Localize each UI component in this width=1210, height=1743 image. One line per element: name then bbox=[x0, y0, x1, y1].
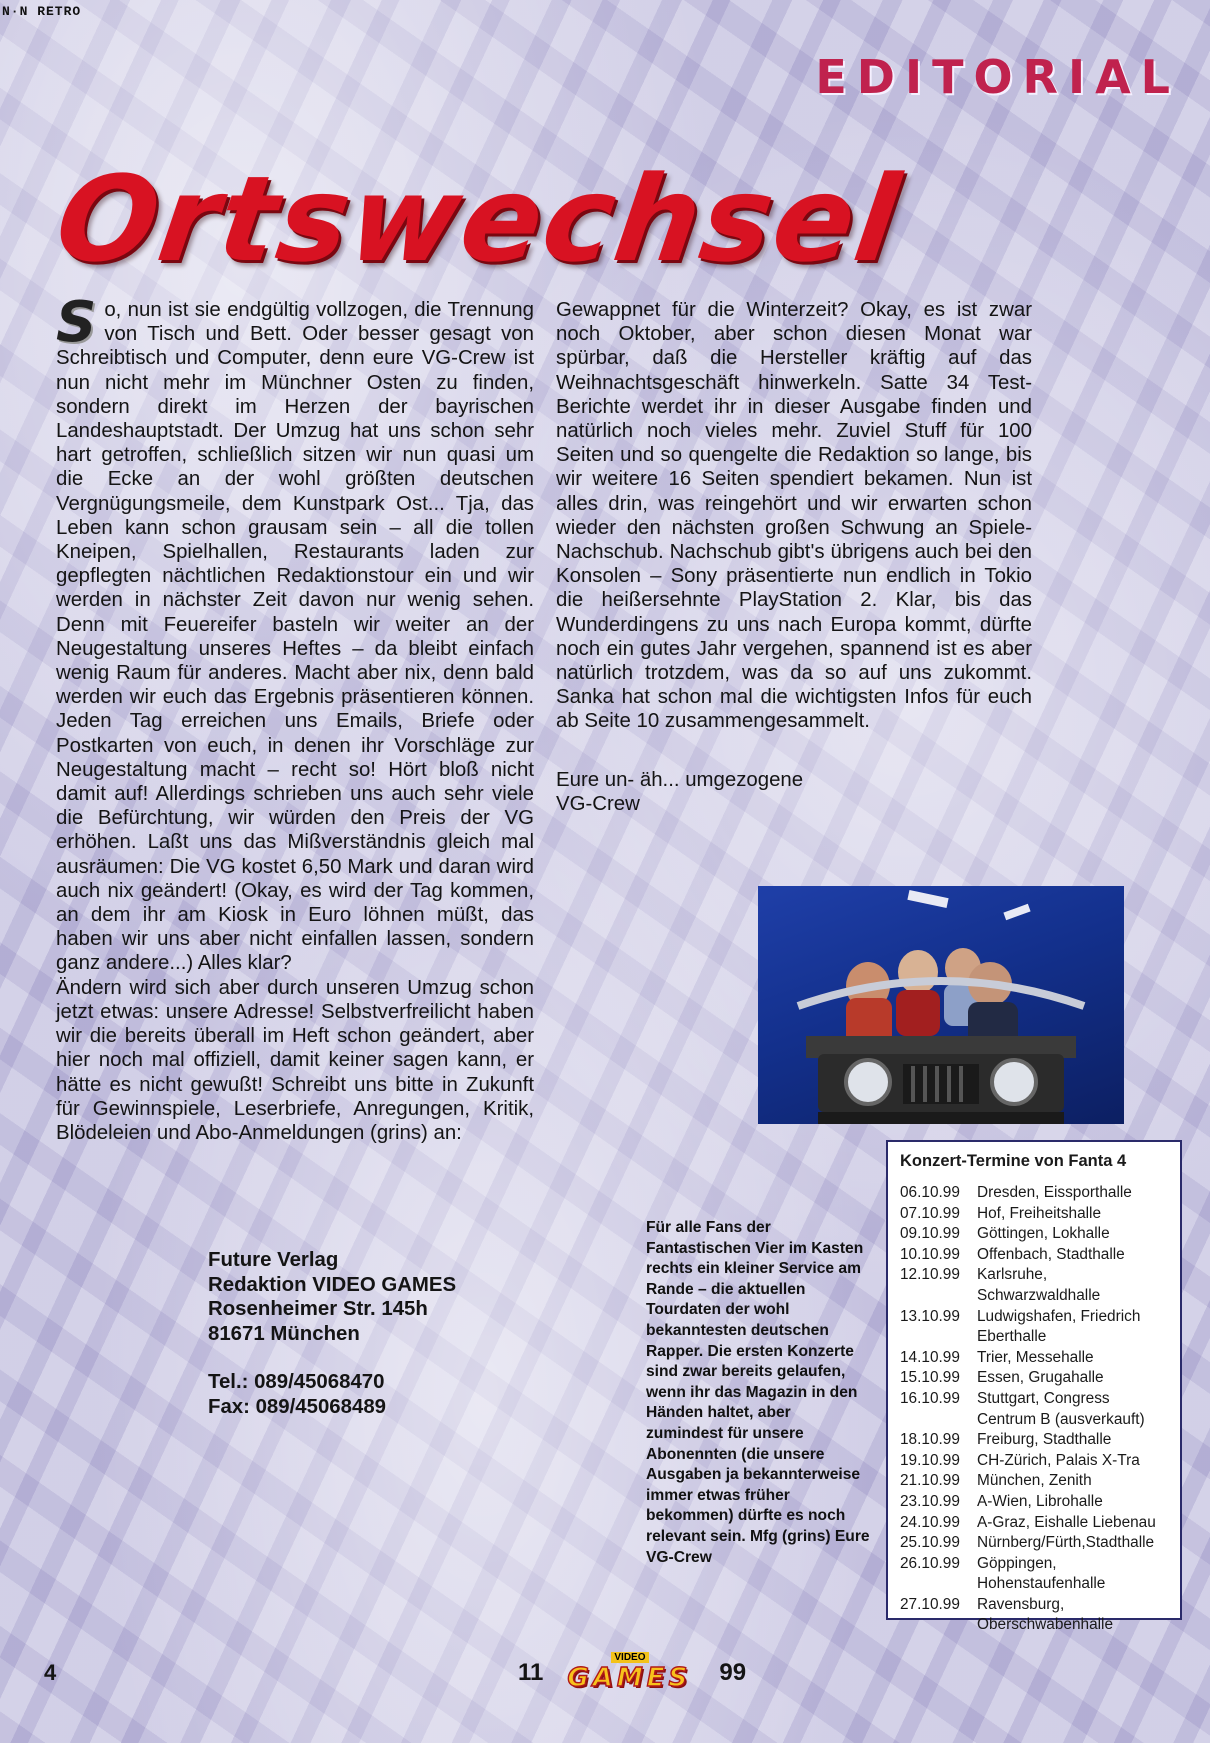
tour-venue: Nürnberg/Fürth,Stadthalle bbox=[977, 1534, 1155, 1552]
address-line: 81671 München bbox=[208, 1322, 360, 1345]
table-row bbox=[900, 1471, 1168, 1492]
logo-games-label: GAMES bbox=[567, 1663, 692, 1693]
photo-caption: Für alle Fans der Fantastischen Vier im Kasten rechts ein kleiner Service am Rande – die aktuellen Tourdaten der wohl bekanntesten deutschen Rapper. Die ersten Konzerte sind zwar bereits gelaufen, wenn ihr das Magazin in den Händen haltet, aber zumindest für unsere Abonennten (die unsere Ausgaben ja bekannterweise immer etwas früher bekommen) dürfte es noch relevant sein. Mfg (grins) Eure VG-Crew bbox=[646, 1219, 870, 1566]
tour-date: 10.10.99 bbox=[900, 1245, 960, 1263]
table-row bbox=[900, 1204, 1168, 1225]
table-row bbox=[900, 1430, 1168, 1451]
tour-date: 09.10.99 bbox=[900, 1225, 960, 1243]
editorial-column-1 bbox=[56, 290, 534, 1145]
tour-date: 24.10.99 bbox=[900, 1513, 960, 1531]
fax-number: Fax: 089/45068489 bbox=[208, 1395, 386, 1418]
table-row bbox=[900, 1554, 1168, 1595]
address-line: Rosenheimer Str. 145h bbox=[208, 1298, 428, 1320]
table-row bbox=[900, 1492, 1168, 1513]
tour-date: 14.10.99 bbox=[900, 1348, 960, 1366]
tour-dates-table bbox=[900, 1183, 1168, 1636]
table-row bbox=[900, 1513, 1168, 1534]
tour-date: 18.10.99 bbox=[900, 1431, 960, 1449]
tour-date: 16.10.99 bbox=[900, 1389, 960, 1407]
tour-date: 07.10.99 bbox=[900, 1204, 960, 1222]
signature-line: Eure un- äh... umgezogene bbox=[556, 769, 804, 791]
page-number: 4 bbox=[44, 1660, 57, 1685]
headline: Ortswechsel bbox=[48, 150, 909, 288]
tour-date: 19.10.99 bbox=[900, 1451, 960, 1469]
paragraph: Ändern wird sich aber durch unseren Umzug schon jetzt etwas: unsere Adresse! Selbstverfreilicht haben wir die bereits überall im Heft schon geändert, aber hier noch mal offiziell, damit keiner sagen kann, er hätte es nicht gewußt! Schreibt uns bitte in Zukunft für Gewinnspiele, Leserbriefe, Anregungen, Kritik, Blödeleien und Abo-Anmeldungen (grins) an: bbox=[56, 976, 534, 1144]
table-row bbox=[900, 1224, 1168, 1245]
editorial-column-2 bbox=[556, 298, 1032, 734]
tour-venue: Dresden, Eissporthalle bbox=[977, 1184, 1132, 1201]
tour-venue: Trier, Messehalle bbox=[977, 1348, 1094, 1366]
tour-date: 12.10.99 bbox=[900, 1266, 960, 1284]
tour-box-title: Konzert-Termine von Fanta 4 bbox=[900, 1152, 1127, 1170]
video-games-logo bbox=[551, 1654, 711, 1692]
issue-year: 99 bbox=[719, 1659, 747, 1686]
tour-venue: CH-Zürich, Palais X-Tra bbox=[977, 1451, 1140, 1469]
signature bbox=[556, 768, 803, 816]
table-row bbox=[900, 1389, 1168, 1430]
tour-venue: A-Graz, Eishalle Liebenau bbox=[977, 1513, 1156, 1531]
tour-venue: Karlsruhe, Schwarzwaldhalle bbox=[977, 1266, 1101, 1304]
tour-venue: Freiburg, Stadthalle bbox=[977, 1431, 1112, 1449]
tour-date: 13.10.99 bbox=[900, 1307, 960, 1325]
phone-number: Tel.: 089/45068470 bbox=[208, 1371, 385, 1393]
crew-jeep-photo bbox=[758, 886, 1124, 1124]
tour-venue: Stuttgart, Congress Centrum B (ausverkauft) bbox=[977, 1389, 1145, 1428]
footer-issue bbox=[518, 1654, 746, 1692]
table-row bbox=[900, 1451, 1168, 1472]
tour-venue: Offenbach, Stadthalle bbox=[977, 1245, 1125, 1263]
tour-venue: Ravensburg, Oberschwabenhalle bbox=[977, 1595, 1114, 1634]
tour-venue: A-Wien, Librohalle bbox=[977, 1492, 1103, 1510]
tour-venue: Ludwigshafen, Friedrich Eberthalle bbox=[977, 1307, 1141, 1346]
address-line: Future Verlag bbox=[208, 1249, 339, 1271]
tour-date: 23.10.99 bbox=[900, 1492, 960, 1510]
paragraph: o, nun ist sie endgültig vollzogen, die Trennung von Tisch und Bett. Oder besser gesagt von Schreibtisch und Computer, denn eure VG-Crew ist nun nicht mehr im Münchner Osten zu finden, sondern direkt im Herzen der bayrischen Landeshauptstadt. Der Umzug hat uns schon sehr hart getroffen, schließlich sitzen wir nun quasi um die Ecke an der wohl größten deutschen Vergnügungsmeile, dem Kunstpark Ost... Tja, das Leben kann schon grausam sein – all die tollen Kneipen, Spielhallen, Restaurants laden zur gepflegten nächtlichen Redaktionstour ein und wir werden in nächster Zeit davon nur wenig sehen. Denn mit Feuereifer basteln wir weiter an der Neugestaltung unseres Heftes – da bleibt einfach wenig Raum für anderes. Macht aber nix, denn bald werden wir euch das Ergebnis präsentieren können. Jeden Tag erreichen uns Emails, Briefe oder Postkarten von euch, in denen ihr Vorschläge zur Neugestaltung macht – recht so! Hört bloß nicht damit auf! Allerdings schrieben uns auch sehr viele die Befürchtung, wir würden den Preis der VG erhöhen. Laßt uns das Mißverständnis gleich mal ausräumen: Die VG kostet 6,50 Mark und daran wird auch nix geändert! (Okay, es wird der Tag kommen, an dem ihr am Kiosk in Euro löhnen müßt, das haben wir uns aber nicht einfallen lassen, sondern ganz andere...) Alles klar? bbox=[56, 299, 534, 975]
logo-video-label: VIDEO bbox=[611, 1652, 648, 1663]
tour-venue: Hof, Freiheitshalle bbox=[977, 1204, 1102, 1222]
table-row bbox=[900, 1245, 1168, 1266]
table-row bbox=[900, 1348, 1168, 1369]
tour-venue: Göppingen, Hohenstaufenhalle bbox=[977, 1554, 1106, 1593]
table-row bbox=[900, 1595, 1168, 1636]
jeep-illustration bbox=[758, 886, 1124, 1124]
address-block bbox=[208, 1248, 456, 1419]
dropcap: S bbox=[56, 290, 97, 355]
tour-venue: München, Zenith bbox=[977, 1472, 1092, 1490]
table-row bbox=[900, 1183, 1168, 1204]
table-row bbox=[900, 1533, 1168, 1554]
table-row bbox=[900, 1265, 1168, 1306]
tour-venue: Essen, Grugahalle bbox=[977, 1369, 1104, 1387]
tour-date: 15.10.99 bbox=[900, 1369, 960, 1387]
issue-month: 11 bbox=[518, 1659, 544, 1686]
paragraph: Gewappnet für die Winterzeit? Okay, es ist zwar noch Oktober, aber schon diesen Monat war spürbar, daß die Hersteller kräftig auf das Weihnachtsgeschäft hinwerkeln. Satte 34 Test-Berichte werdet ihr in dieser Ausgabe finden und natürlich noch vieles mehr. Zuviel Stuff für 100 Seiten und so quengelte die Redaktion so lange, bis wir weitere 16 Seiten spendiert bekamen. Nun ist alles drin, was reingehört und wir erwarten schon wieder den nächsten großen Schwung an Spiele-Nachschub. Nachschub gibt's übrigens auch bei den Konsolen – Sony präsentierte nun endlich in Tokio die heißersehnte PlayStation 2. Klar, bis das Wunderdingens zu uns nach Europa kommt, dürfte noch ein gutes Jahr vergehen, spannend ist es aber natürlich trotzdem, was da so auf uns zukommt. Sanka hat schon mal die wichtigsten Infos für euch ab Seite 10 zusammengesammelt. bbox=[556, 299, 1032, 733]
tour-date: 27.10.99 bbox=[900, 1595, 960, 1613]
table-row bbox=[900, 1368, 1168, 1389]
tour-date: 25.10.99 bbox=[900, 1534, 960, 1552]
section-label: EDITORIAL bbox=[815, 50, 1180, 104]
tour-date: 21.10.99 bbox=[900, 1472, 960, 1490]
signature-line: VG-Crew bbox=[556, 793, 640, 816]
watermark-label: N·N RETRO bbox=[2, 4, 82, 19]
tour-dates-box bbox=[886, 1140, 1182, 1634]
address-line: Redaktion VIDEO GAMES bbox=[208, 1273, 457, 1296]
tour-venue: Göttingen, Lokhalle bbox=[977, 1225, 1110, 1243]
tour-date: 26.10.99 bbox=[900, 1554, 960, 1572]
table-row bbox=[900, 1307, 1168, 1348]
tour-date: 06.10.99 bbox=[900, 1184, 960, 1201]
